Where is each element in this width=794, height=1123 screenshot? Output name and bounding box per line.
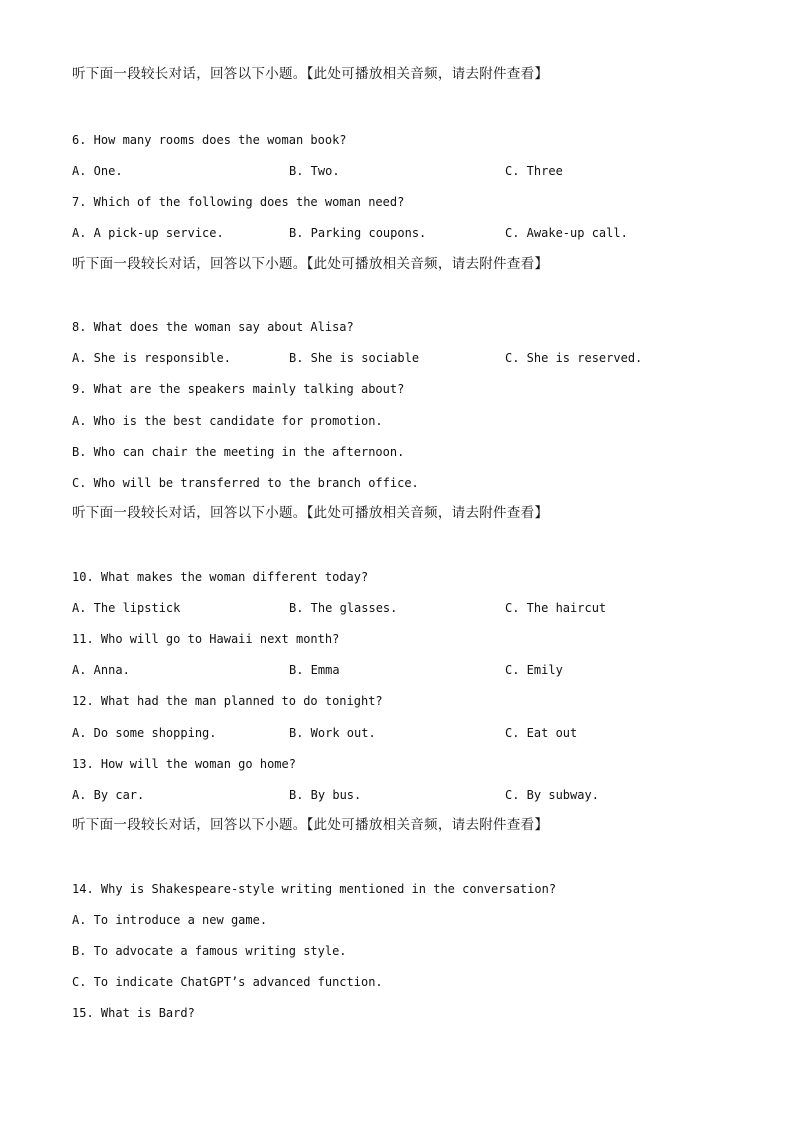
- option-c: C. Eat out: [505, 726, 578, 740]
- question-stem: 9. What are the speakers mainly talking about?: [72, 382, 405, 396]
- section-instruction: 听下面一段较长对话，回答以下小题。【此处可播放相关音频，请去附件查看】: [72, 66, 549, 82]
- option-b: B. Who can chair the meeting in the afternoon.: [72, 445, 405, 459]
- option-b: B. The glasses.: [289, 601, 398, 615]
- option-b: B. She is sociable: [289, 351, 420, 365]
- option-c: C. Who will be transferred to the branch office.: [72, 476, 419, 490]
- option-b: B. Emma: [289, 663, 340, 677]
- question-stem: 14. Why is Shakespeare-style writing mentioned in the conversation?: [72, 882, 557, 896]
- section-instruction: 听下面一段较长对话，回答以下小题。【此处可播放相关音频，请去附件查看】: [72, 256, 549, 272]
- option-a: A. One.: [72, 164, 123, 178]
- option-c: C. Emily: [505, 663, 563, 677]
- option-a: A. Anna.: [72, 663, 130, 677]
- option-c: C. Three: [505, 164, 563, 178]
- question-stem: 10. What makes the woman different today?: [72, 570, 369, 584]
- option-a: A. Who is the best candidate for promotion.: [72, 414, 383, 428]
- option-a: A. The lipstick: [72, 601, 181, 615]
- option-b: B. Two.: [289, 164, 340, 178]
- question-stem: 15. What is Bard?: [72, 1006, 195, 1020]
- option-a: A. A pick-up service.: [72, 226, 224, 240]
- option-c: C. Awake-up call.: [505, 226, 628, 240]
- question-stem: 13. How will the woman go home?: [72, 757, 296, 771]
- option-b: B. Parking coupons.: [289, 226, 427, 240]
- option-c: C. The haircut: [505, 601, 607, 615]
- question-stem: 8. What does the woman say about Alisa?: [72, 320, 354, 334]
- section-instruction: 听下面一段较长对话，回答以下小题。【此处可播放相关音频，请去附件查看】: [72, 817, 549, 833]
- question-stem: 12. What had the man planned to do tonight?: [72, 694, 383, 708]
- section-instruction: 听下面一段较长对话，回答以下小题。【此处可播放相关音频，请去附件查看】: [72, 505, 549, 521]
- option-a: A. By car.: [72, 788, 145, 802]
- option-c: C. She is reserved.: [505, 351, 643, 365]
- question-stem: 11. Who will go to Hawaii next month?: [72, 632, 340, 646]
- option-a: A. To introduce a new game.: [72, 913, 268, 927]
- question-stem: 6. How many rooms does the woman book?: [72, 133, 347, 147]
- option-b: B. By bus.: [289, 788, 362, 802]
- option-a: A. She is responsible.: [72, 351, 231, 365]
- option-b: B. Work out.: [289, 726, 376, 740]
- option-c: C. By subway.: [505, 788, 599, 802]
- option-a: A. Do some shopping.: [72, 726, 217, 740]
- question-stem: 7. Which of the following does the woman need?: [72, 195, 405, 209]
- option-b: B. To advocate a famous writing style.: [72, 944, 347, 958]
- option-c: C. To indicate ChatGPT’s advanced function.: [72, 975, 383, 989]
